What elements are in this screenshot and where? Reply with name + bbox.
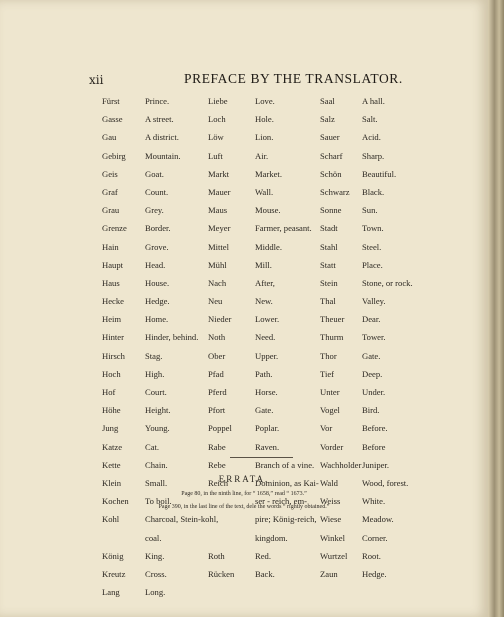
german-word: Graf <box>102 186 118 197</box>
english-meaning: Steel. <box>362 241 382 252</box>
english-meaning: kingdom. <box>255 532 288 543</box>
glossary-row <box>102 533 462 551</box>
english-meaning: Home. <box>145 314 169 325</box>
english-meaning: Juniper. <box>362 459 389 470</box>
german-word: Kette <box>102 459 121 470</box>
german-word: Mühl <box>208 259 227 270</box>
german-word: Theuer <box>320 314 345 325</box>
english-meaning: Grey. <box>145 205 164 216</box>
english-meaning: Wood, forest. <box>362 477 409 488</box>
english-meaning: Young. <box>145 423 170 434</box>
english-meaning: Love. <box>255 96 275 106</box>
errata-heading: ERRATA. <box>218 474 270 484</box>
glossary-row <box>102 223 462 241</box>
german-word: Klein <box>102 477 122 488</box>
english-meaning: Mountain. <box>145 150 181 161</box>
english-meaning: Salt. <box>362 114 378 125</box>
german-word: Schön <box>320 168 342 179</box>
glossary-row <box>102 514 462 532</box>
german-word: Rebe <box>208 459 226 470</box>
german-word: Thor <box>320 350 337 361</box>
german-word: Loch <box>208 114 226 125</box>
english-meaning: King. <box>145 550 165 561</box>
glossary-row <box>102 423 462 441</box>
english-meaning: Valley. <box>362 296 386 307</box>
english-meaning: Mouse. <box>255 205 281 216</box>
english-meaning: Root. <box>362 550 381 561</box>
english-meaning: A hall. <box>362 96 385 106</box>
german-word: Nach <box>208 277 227 288</box>
english-meaning: Raven. <box>255 441 280 452</box>
german-word: Maus <box>208 205 228 216</box>
english-meaning: Cross. <box>145 568 167 579</box>
english-meaning: Hedge. <box>362 568 387 579</box>
english-meaning: Head. <box>145 259 166 270</box>
english-meaning: Back. <box>255 568 275 579</box>
section-divider <box>230 457 293 458</box>
errata-line: Page 390, in the last line of the text, dele the words “ rightly obtained.” <box>158 504 330 510</box>
english-meaning: Mill. <box>255 259 272 270</box>
german-word: Geis <box>102 168 118 179</box>
german-word: Wiese <box>320 514 342 525</box>
english-meaning: After, <box>255 277 275 288</box>
german-word: Pferd <box>208 387 227 397</box>
glossary-row <box>102 187 462 205</box>
german-word: Hain <box>102 241 119 252</box>
english-meaning: House. <box>145 277 170 288</box>
german-word: Rabe <box>208 441 226 452</box>
german-word: Hinter <box>102 332 124 343</box>
english-meaning: Need. <box>255 332 276 343</box>
english-meaning: Height. <box>145 405 171 416</box>
page-number: xii <box>89 73 104 87</box>
english-meaning: High. <box>145 368 165 379</box>
german-word: Gasse <box>102 114 123 125</box>
english-meaning: Deep. <box>362 368 383 379</box>
german-word: Liebe <box>208 96 228 106</box>
glossary-row <box>102 132 462 150</box>
english-meaning: Gate. <box>255 405 274 416</box>
english-meaning: New. <box>255 296 273 307</box>
english-meaning: Air. <box>255 150 269 161</box>
german-word: Poppel <box>208 423 232 434</box>
german-word: Jung <box>102 423 119 434</box>
german-word: Mittel <box>208 241 230 252</box>
german-word: Wald <box>320 477 338 488</box>
english-meaning: Chain. <box>145 459 168 470</box>
glossary-row <box>102 205 462 223</box>
german-word: Fürst <box>102 96 120 106</box>
english-meaning: Lower. <box>255 314 280 325</box>
german-word: Schwarz <box>320 186 350 197</box>
german-word: Pfad <box>208 368 224 379</box>
german-word: Weiss <box>320 496 341 507</box>
english-meaning: Small. <box>145 477 168 488</box>
english-meaning: Cat. <box>145 441 160 452</box>
english-meaning: A district. <box>145 132 179 143</box>
english-meaning: Branch of a vine. <box>255 459 315 470</box>
german-word: Hof <box>102 387 116 397</box>
german-word: Gebirg <box>102 150 126 161</box>
german-word: Stahl <box>320 241 338 252</box>
german-word: Statt <box>320 259 336 270</box>
german-word: Noth <box>208 332 226 343</box>
english-meaning: To boil. <box>145 496 172 507</box>
german-word: Hoch <box>102 368 121 379</box>
english-meaning: Hinder, behind. <box>145 332 199 343</box>
german-word: Gau <box>102 132 117 143</box>
english-meaning: Before. <box>362 423 388 434</box>
english-meaning: Tower. <box>362 332 386 343</box>
german-word: Lang <box>102 587 120 598</box>
glossary-row <box>102 296 462 314</box>
german-word: Pfort <box>208 405 226 416</box>
english-meaning: Horse. <box>255 387 278 397</box>
english-meaning: White. <box>362 496 386 507</box>
german-word: Hecke <box>102 296 124 307</box>
glossary-row <box>102 369 462 387</box>
glossary-row <box>102 387 462 405</box>
german-word: Löw <box>208 132 224 143</box>
german-word: Grau <box>102 205 120 216</box>
german-word: Saal <box>320 96 335 106</box>
german-word: Vogel <box>320 405 340 416</box>
english-meaning: Stag. <box>145 350 163 361</box>
german-word: Sonne <box>320 205 342 216</box>
running-title: PREFACE BY THE TRANSLATOR. <box>184 71 403 86</box>
english-meaning: Town. <box>362 223 384 234</box>
glossary-row <box>102 96 462 114</box>
german-word: Winkel <box>320 532 345 543</box>
german-word: Salz <box>320 114 335 125</box>
german-word: Stadt <box>320 223 338 234</box>
english-meaning: Bird. <box>362 405 380 416</box>
german-word: Stein <box>320 277 338 288</box>
german-word: Roth <box>208 550 225 561</box>
german-word: Kohl <box>102 514 120 525</box>
german-word: Thal <box>320 296 336 307</box>
english-meaning: Goat. <box>145 168 164 179</box>
english-meaning: Upper. <box>255 350 279 361</box>
english-meaning: Charcoal, Stein-kohl, <box>145 514 219 525</box>
german-word: Luft <box>208 150 223 161</box>
german-word: Neu <box>208 296 223 307</box>
glossary-table <box>102 96 462 605</box>
german-word: Tief <box>320 368 335 379</box>
english-meaning: Red. <box>255 550 271 561</box>
page-edge <box>488 0 504 617</box>
glossary-row <box>102 351 462 369</box>
english-meaning: Poplar. <box>255 423 280 434</box>
glossary-row <box>102 587 462 605</box>
english-meaning: Middle. <box>255 241 282 252</box>
english-meaning: Market. <box>255 168 282 179</box>
glossary-row <box>102 551 462 569</box>
german-word: Kreutz <box>102 568 126 579</box>
english-meaning: Wall. <box>255 186 274 197</box>
glossary-row <box>102 332 462 350</box>
german-word: Ober <box>208 350 226 361</box>
glossary-row <box>102 114 462 132</box>
german-word: Zaun <box>320 568 338 579</box>
english-meaning: Acid. <box>362 132 381 143</box>
german-word: Thurm <box>320 332 344 343</box>
german-word: Haus <box>102 277 120 288</box>
glossary-row <box>102 151 462 169</box>
english-meaning: Under. <box>362 387 386 397</box>
english-meaning: Prince. <box>145 96 170 106</box>
german-word: Wachholder <box>320 459 362 470</box>
german-word: Hirsch <box>102 350 125 361</box>
german-word: Vor <box>320 423 333 434</box>
english-meaning: Hedge. <box>145 296 170 307</box>
english-meaning: Beautiful. <box>362 168 397 179</box>
german-word: Kochen <box>102 496 129 507</box>
german-word: Höhe <box>102 405 121 416</box>
english-meaning: Gate. <box>362 350 381 361</box>
english-meaning: Meadow. <box>362 514 394 525</box>
english-meaning: coal. <box>145 532 162 543</box>
english-meaning: Hole. <box>255 114 274 125</box>
german-word: Wurtzel <box>320 550 348 561</box>
english-meaning: Stone, or rock. <box>362 277 413 288</box>
german-word: Meyer <box>208 223 231 234</box>
german-word: Markt <box>208 168 230 179</box>
glossary-row <box>102 405 462 423</box>
german-word: Vorder <box>320 441 344 452</box>
errata-line: Page 80, in the ninth line, for “ 1658,” read “ 1673.” <box>181 491 307 497</box>
english-meaning: Court. <box>145 387 167 397</box>
glossary-row <box>102 260 462 278</box>
glossary-row <box>102 278 462 296</box>
english-meaning: Before <box>362 441 386 452</box>
german-word: Reich <box>208 477 229 488</box>
english-meaning: Dominion, as Kai- <box>255 477 319 488</box>
english-meaning: pire; König-reich, <box>255 514 317 525</box>
glossary-row <box>102 314 462 332</box>
english-meaning: Sun. <box>362 205 378 216</box>
german-word: Mauer <box>208 186 231 197</box>
english-meaning: Corner. <box>362 532 388 543</box>
german-word: Rücken <box>208 568 235 579</box>
german-word: Nieder <box>208 314 232 325</box>
english-meaning: Farmer, peasant. <box>255 223 312 234</box>
english-meaning: Border. <box>145 223 171 234</box>
glossary-row <box>102 569 462 587</box>
english-meaning: ser - reich, em- <box>255 496 308 507</box>
english-meaning: Grove. <box>145 241 169 252</box>
english-meaning: Count. <box>145 186 169 197</box>
english-meaning: Place. <box>362 259 383 270</box>
english-meaning: Sharp. <box>362 150 385 161</box>
german-word: Haupt <box>102 259 124 270</box>
english-meaning: Path. <box>255 368 273 379</box>
german-word: Heim <box>102 314 122 325</box>
english-meaning: A street. <box>145 114 174 125</box>
german-word: Unter <box>320 387 340 397</box>
german-word: Grenze <box>102 223 127 234</box>
german-word: Sauer <box>320 132 340 143</box>
german-word: Katze <box>102 441 123 452</box>
german-word: König <box>102 550 124 561</box>
english-meaning: Lion. <box>255 132 274 143</box>
english-meaning: Long. <box>145 587 166 598</box>
english-meaning: Dear. <box>362 314 381 325</box>
english-meaning: Black. <box>362 186 385 197</box>
glossary-row <box>102 169 462 187</box>
glossary-row <box>102 242 462 260</box>
german-word: Scharf <box>320 150 343 161</box>
